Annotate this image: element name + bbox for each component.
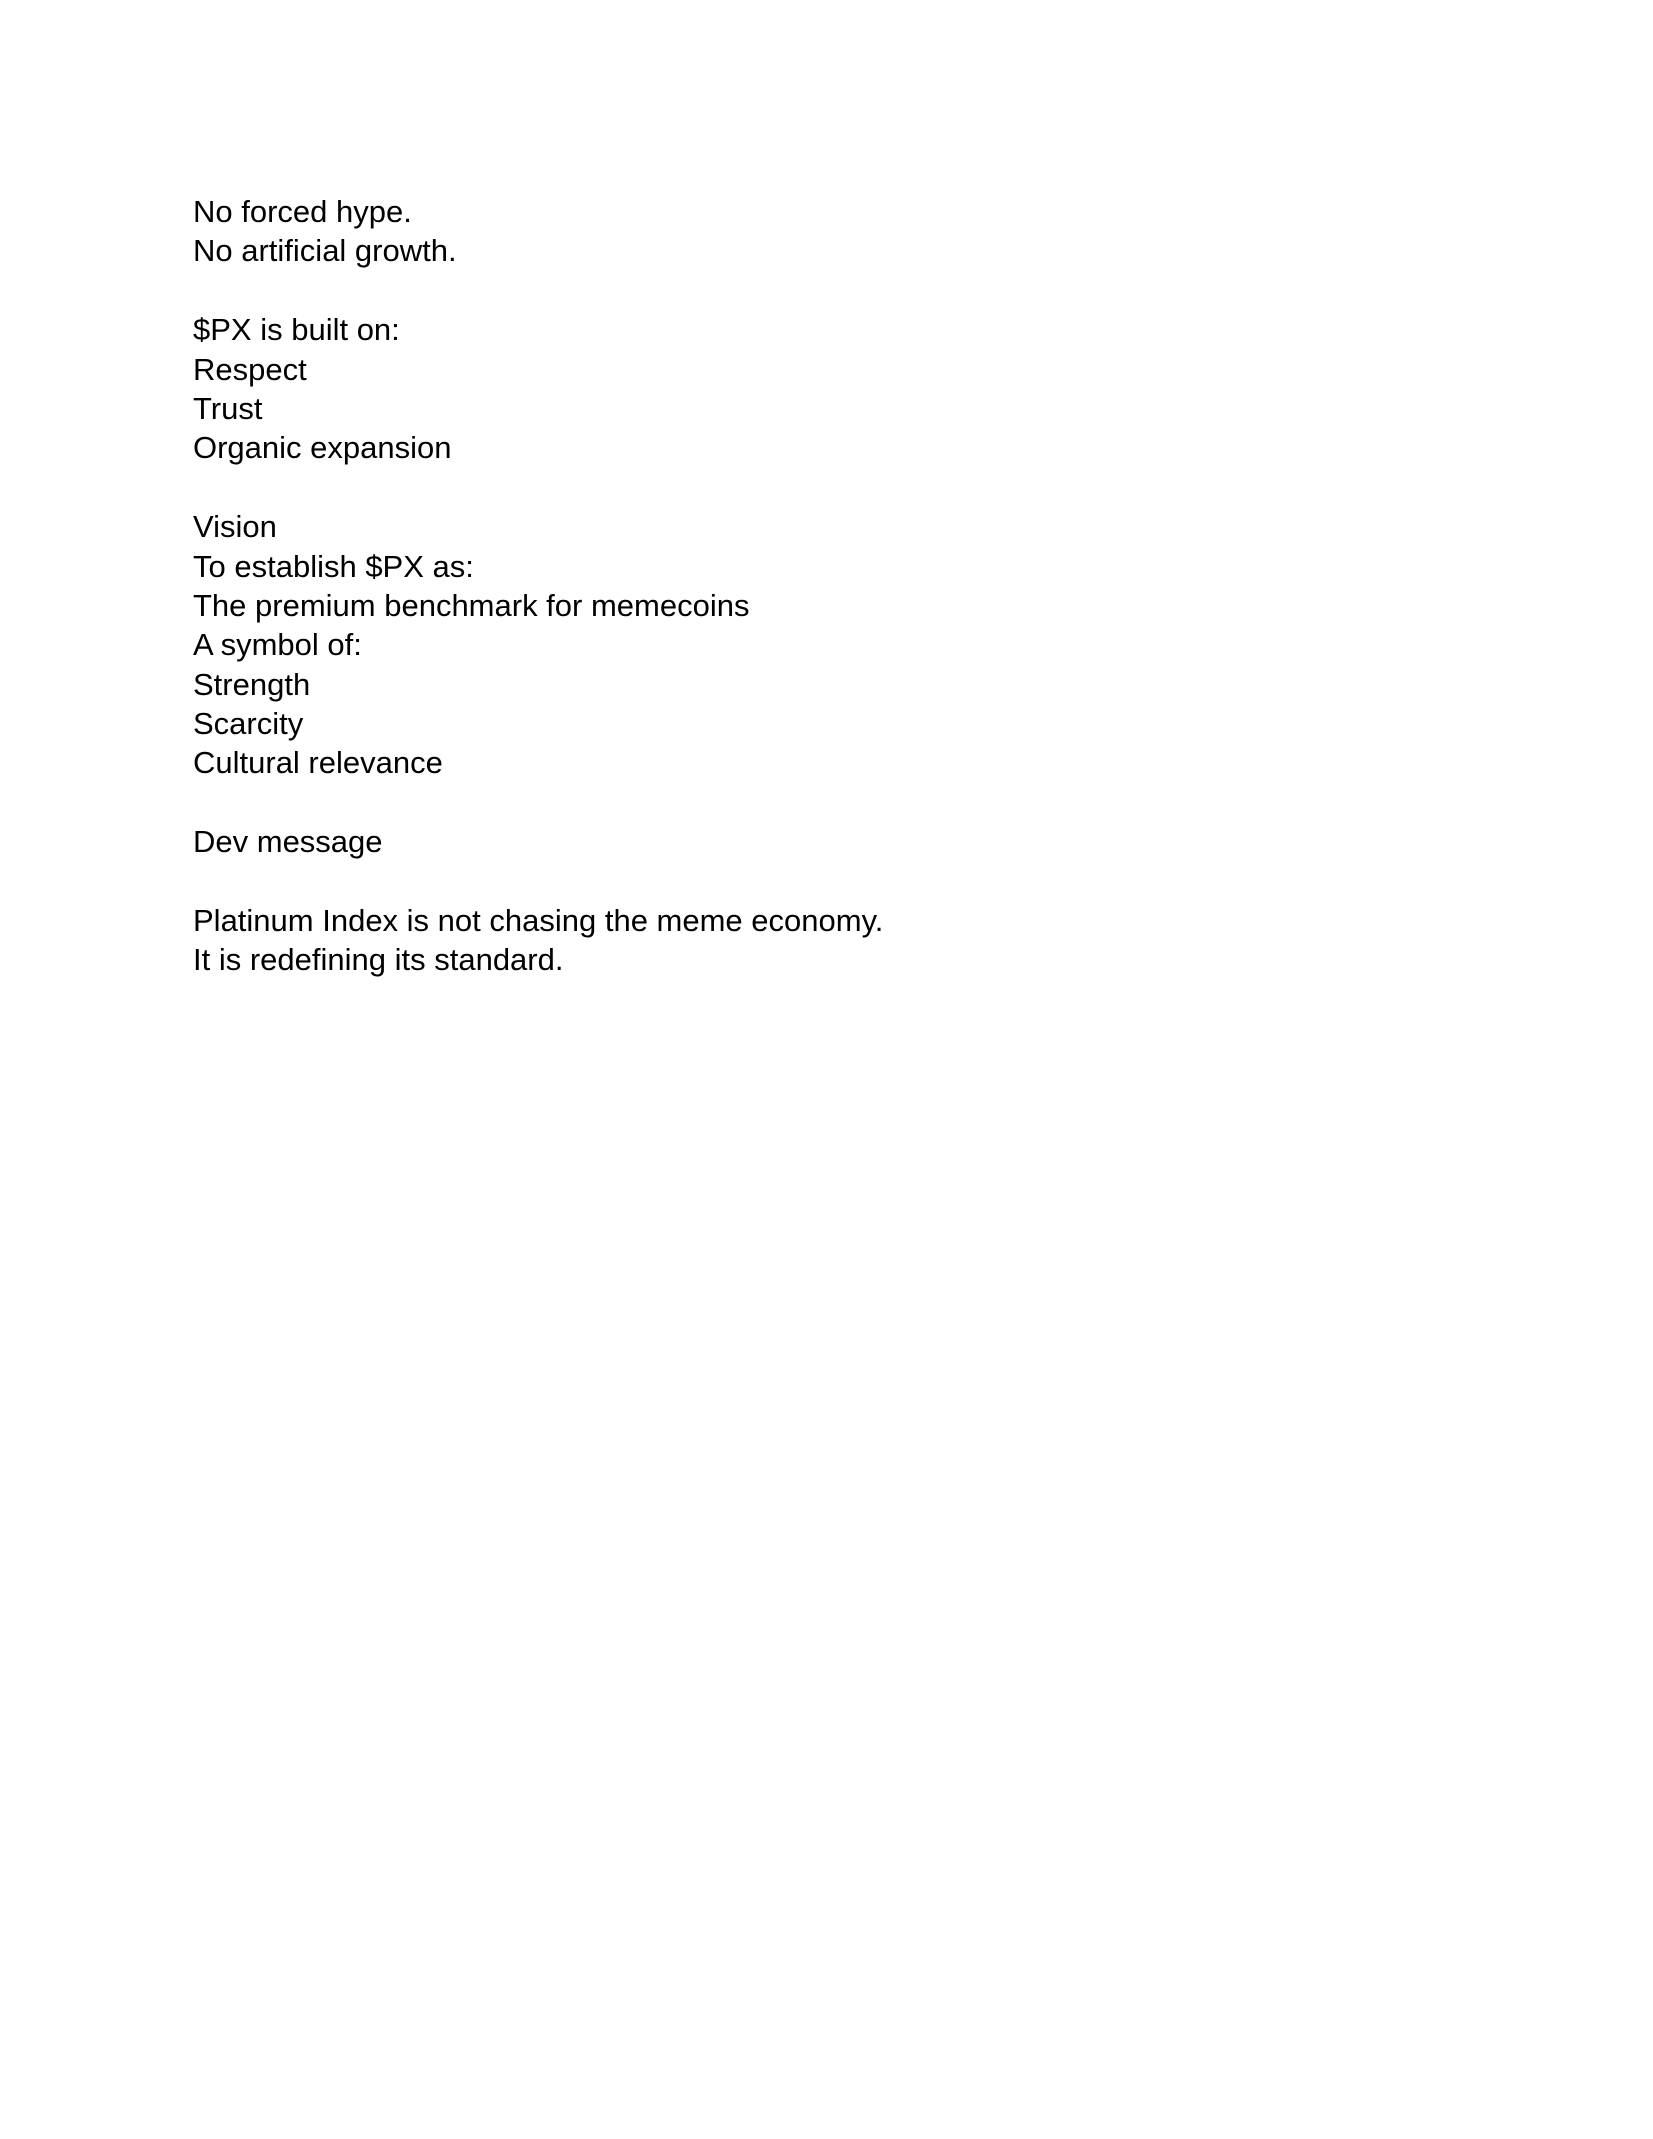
blank-line: [193, 862, 1453, 901]
text-line: Organic expansion: [193, 430, 452, 466]
text-line: Strength: [193, 666, 311, 702]
text-line: To establish $PX as:: [193, 548, 474, 584]
text-line: It is redefining its standard.: [193, 942, 564, 978]
blank-line: [193, 271, 1453, 310]
text-line: No artificial growth.: [193, 233, 457, 269]
document-body: [193, 192, 1453, 980]
section-heading-vision: Vision: [193, 509, 277, 545]
text-line: Platinum Index is not chasing the meme economy.: [193, 903, 884, 939]
text-line: No forced hype.: [193, 194, 412, 229]
blank-line: [193, 468, 1453, 507]
text-line: A symbol of:: [193, 627, 362, 663]
text-line: $PX is built on:: [193, 312, 400, 348]
blank-line: [193, 783, 1453, 822]
text-line: Respect: [193, 351, 307, 387]
text-line: The premium benchmark for memecoins: [193, 587, 750, 623]
section-heading-dev-message: Dev message: [193, 824, 383, 860]
text-line: Cultural relevance: [193, 745, 443, 781]
text-line: Trust: [193, 390, 263, 426]
text-line: Scarcity: [193, 706, 304, 742]
